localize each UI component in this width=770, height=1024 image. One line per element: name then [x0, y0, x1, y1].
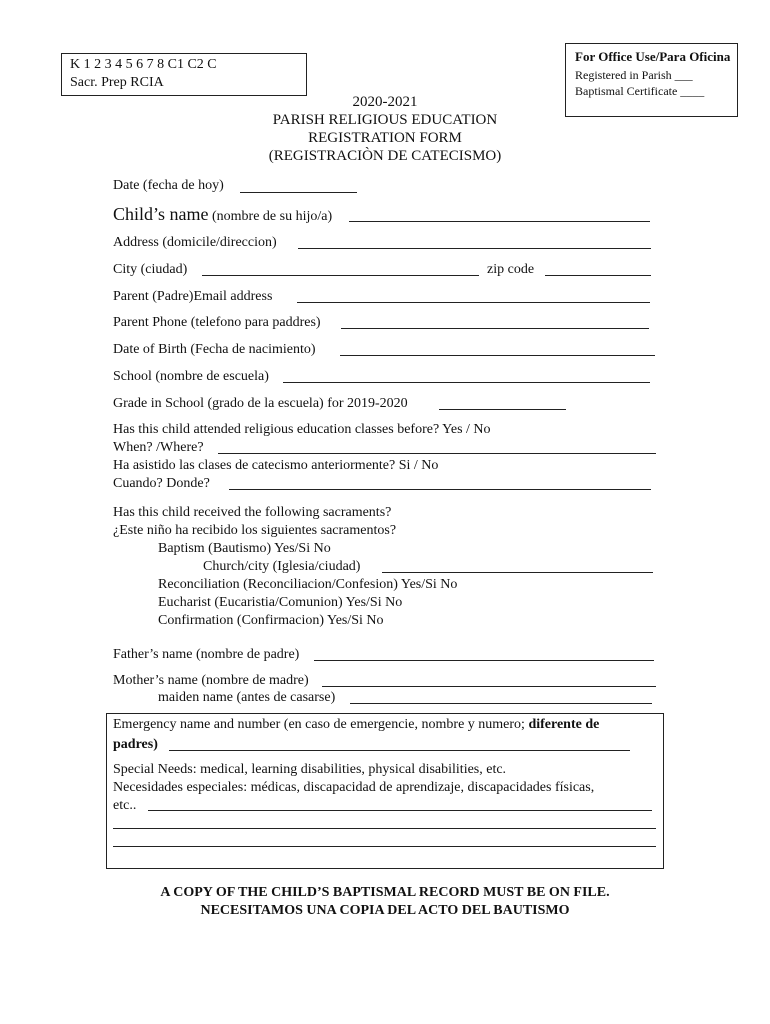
mother-label: Mother’s name (nombre de madre): [113, 673, 309, 688]
grade-label: Grade in School (grado de la escuela) for 2019-2020: [113, 396, 408, 411]
office-baptismal: Baptismal Certificate ____: [575, 84, 705, 98]
special-needs-field-3[interactable]: [113, 846, 656, 847]
form-title-2: REGISTRATION FORM: [308, 130, 462, 146]
church-field[interactable]: [382, 572, 653, 573]
grade-field[interactable]: [439, 409, 566, 410]
office-registered: Registered in Parish ___: [575, 68, 693, 82]
dob-label: Date of Birth (Fecha de nacimiento): [113, 342, 316, 357]
school-field[interactable]: [283, 382, 650, 383]
child-name-label-en: Child’s name: [113, 204, 209, 224]
sacraments-question-en: Has this child received the following sacraments?: [113, 505, 392, 520]
email-field[interactable]: [297, 302, 650, 303]
special-needs-en: Special Needs: medical, learning disabilities, physical disabilities, etc.: [113, 762, 507, 777]
attended-when-en-label: When? /Where?: [113, 440, 204, 455]
attended-when-es-field[interactable]: [229, 489, 651, 490]
school-year: 2020-2021: [352, 94, 418, 110]
footer-notice-es: NECESITAMOS UNA COPIA DEL ACTO DEL BAUTISMO: [200, 903, 570, 918]
child-name-label: [113, 204, 332, 225]
form-title-1: PARISH RELIGIOUS EDUCATION: [272, 112, 498, 128]
confirmation-row: Confirmation (Confirmacion) Yes/Si No: [158, 613, 384, 628]
school-label: School (nombre de escuela): [113, 369, 269, 384]
sacraments-question-es: ¿Este niño ha recibido los siguientes sacramentos?: [113, 523, 397, 538]
emergency-label-bold: diferente de: [528, 717, 600, 732]
footer-notice-en: A COPY OF THE CHILD’S BAPTISMAL RECORD MUST BE ON FILE.: [160, 885, 610, 900]
date-field[interactable]: [240, 192, 357, 193]
phone-field[interactable]: [341, 328, 649, 329]
attended-question-es: Ha asistido las clases de catecismo anteriormente? Si / No: [113, 458, 439, 473]
city-field[interactable]: [202, 275, 479, 276]
dob-field[interactable]: [340, 355, 655, 356]
reconciliation-row: Reconciliation (Reconciliacion/Confesion) Yes/Si No: [158, 577, 458, 592]
child-name-field[interactable]: [349, 221, 650, 222]
date-label: Date (fecha de hoy): [113, 178, 224, 193]
father-field[interactable]: [314, 660, 654, 661]
special-needs-field-1[interactable]: [148, 810, 652, 811]
special-needs-field-2[interactable]: [113, 828, 656, 829]
attended-when-en-field[interactable]: [218, 453, 656, 454]
emergency-field[interactable]: [169, 750, 630, 751]
office-use-title: For Office Use/Para Oficina: [575, 49, 731, 64]
grade-options: K 1 2 3 4 5 6 7 8 C1 C2 C: [70, 57, 217, 72]
maiden-label: maiden name (antes de casarse): [158, 690, 336, 705]
eucharist-row: Eucharist (Eucaristia/Comunion) Yes/Si No: [158, 595, 403, 610]
mother-field[interactable]: [322, 686, 656, 687]
emergency-label: [113, 717, 599, 733]
form-title-3: (REGISTRACIÒN DE CATECISMO): [268, 148, 502, 164]
special-needs-es: Necesidades especiales: médicas, discapacidad de aprendizaje, discapacidades físicas,: [113, 780, 595, 795]
attended-question-en: Has this child attended religious education classes before? Yes / No: [113, 422, 491, 437]
phone-label: Parent Phone (telefono para paddres): [113, 315, 321, 330]
zip-label: zip code: [487, 262, 535, 277]
baptism-row: Baptism (Bautismo) Yes/Si No: [158, 541, 331, 556]
church-label: Church/city (Iglesia/ciudad): [203, 559, 361, 574]
address-field[interactable]: [298, 248, 651, 249]
father-label: Father’s name (nombre de padre): [113, 647, 300, 662]
program-options: Sacr. Prep RCIA: [70, 75, 164, 90]
attended-when-es-label: Cuando? Donde?: [113, 476, 210, 491]
maiden-field[interactable]: [350, 703, 652, 704]
city-label: City (ciudad): [113, 262, 188, 277]
zip-field[interactable]: [545, 275, 651, 276]
emergency-label-bold-2: padres): [113, 737, 158, 752]
address-label: Address (domicile/direccion): [113, 235, 277, 250]
email-label: Parent (Padre)Email address: [113, 289, 273, 304]
special-needs-etc: etc..: [113, 798, 137, 813]
emergency-label-text: Emergency name and number (en caso de emergencie, nombre y numero;: [113, 717, 529, 732]
child-name-label-es: (nombre de su hijo/a): [212, 209, 333, 224]
